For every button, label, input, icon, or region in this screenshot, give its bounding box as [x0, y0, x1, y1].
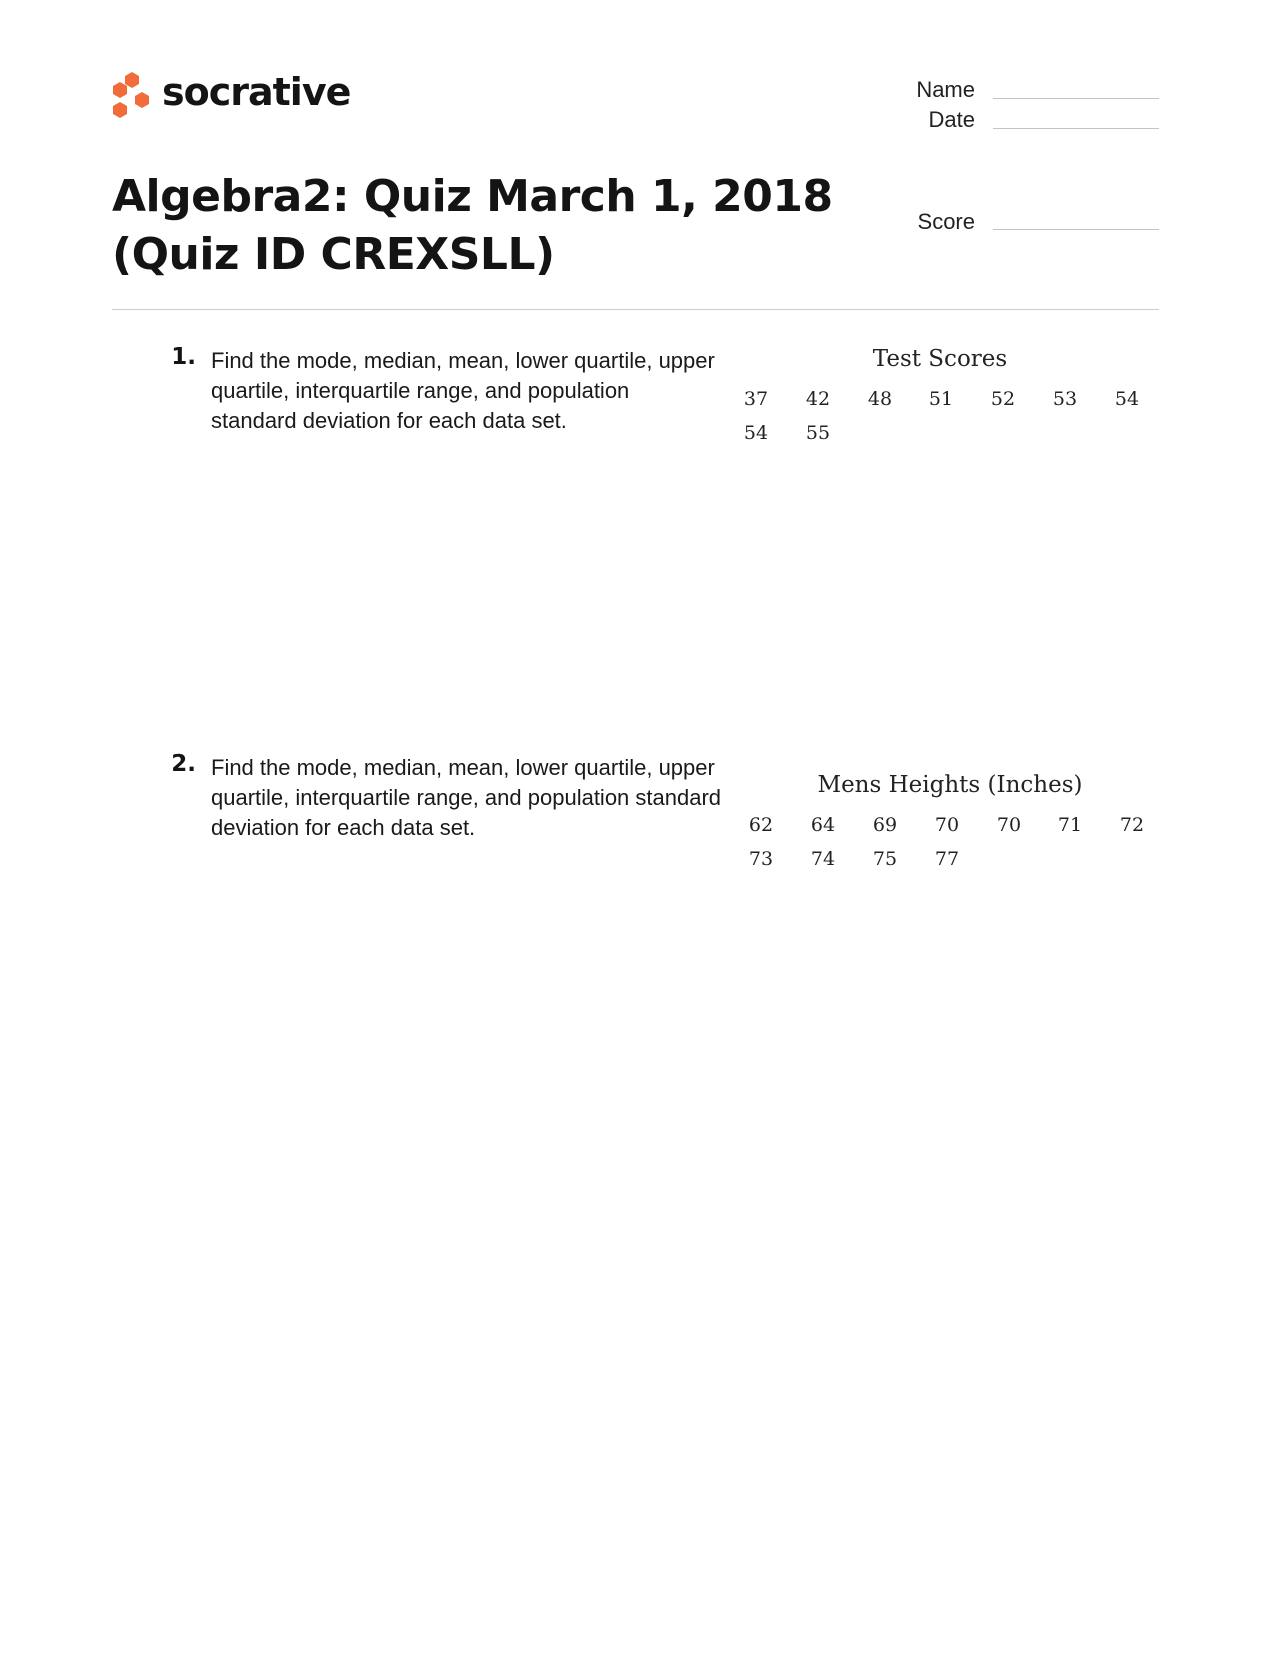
data-value: 62	[748, 814, 774, 836]
header-divider	[112, 309, 1159, 310]
data-value: 71	[1057, 814, 1083, 836]
data-set-title: Test Scores	[872, 346, 1008, 372]
question-text-line: deviation for each data set.	[211, 815, 476, 840]
date-label: Date	[928, 107, 975, 132]
data-value: 64	[810, 814, 836, 836]
data-value: 51	[928, 388, 954, 410]
data-value: 69	[872, 814, 898, 836]
data-value: 75	[872, 848, 898, 870]
question-text-line: Find the mode, median, mean, lower quartile, upper	[211, 755, 715, 780]
data-value: 37	[743, 388, 769, 410]
data-value: 70	[996, 814, 1022, 836]
question-text-line: Find the mode, median, mean, lower quartile, upper	[211, 348, 715, 373]
quiz-title-line1: Algebra2: Quiz March 1, 2018	[112, 171, 833, 222]
date-field-line	[993, 128, 1159, 129]
data-value: 53	[1052, 388, 1078, 410]
data-value: 74	[810, 848, 836, 870]
data-value: 70	[934, 814, 960, 836]
quiz-title-line2: (Quiz ID CREXSLL)	[112, 229, 555, 280]
data-value: 52	[990, 388, 1016, 410]
question-text	[211, 753, 751, 843]
question-text-line: quartile, interquartile range, and population	[211, 378, 630, 403]
name-field-line	[993, 98, 1159, 99]
data-value: 42	[805, 388, 831, 410]
data-value: 54	[743, 422, 769, 444]
data-value: 72	[1119, 814, 1145, 836]
score-label: Score	[917, 209, 975, 234]
quiz-title	[112, 168, 872, 284]
score-field-line	[993, 229, 1159, 230]
logo-wordmark: socrative	[162, 70, 351, 114]
question-text	[211, 346, 731, 436]
question-text-line: quartile, interquartile range, and population standard	[211, 785, 722, 810]
question-text-line: standard deviation for each data set.	[211, 408, 567, 433]
question-number: 1.	[171, 344, 196, 370]
data-set-title: Mens Heights (Inches)	[817, 772, 1083, 798]
name-label: Name	[916, 77, 975, 102]
data-value: 77	[934, 848, 960, 870]
data-value: 73	[748, 848, 774, 870]
hexagon-cluster-icon	[112, 72, 152, 124]
data-value: 48	[867, 388, 893, 410]
socrative-logo	[112, 72, 352, 124]
question-number: 2.	[171, 751, 196, 777]
data-value: 54	[1114, 388, 1140, 410]
data-value: 55	[805, 422, 831, 444]
